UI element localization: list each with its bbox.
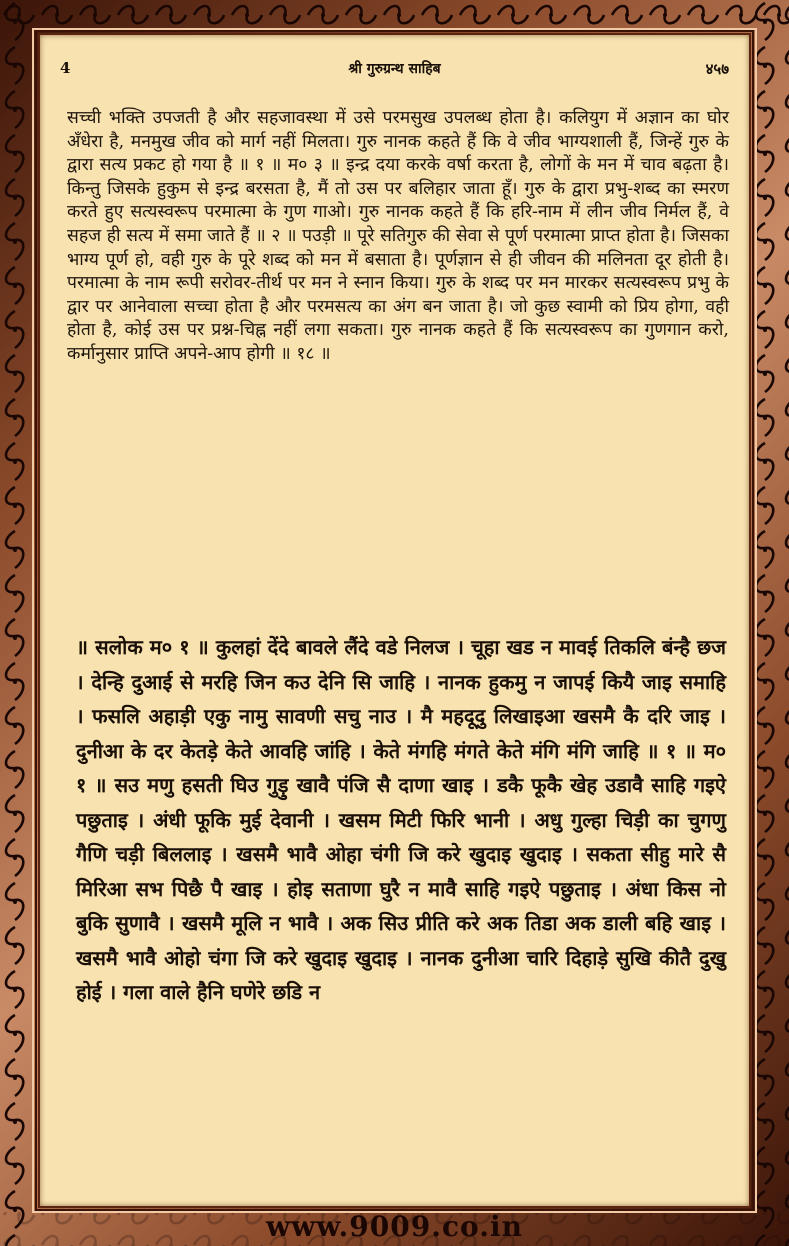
scripture-page (38, 33, 751, 1208)
verse-paragraph: ॥ सलोक म० १ ॥ कुलहां देंदे बावले लैंदे वडे निलज । चूहा खड न मावई तिकलि बंन्है छज । देन्हि दुआई से मरहि जिन कउ देनि सि जाहि । नानक हुकमु न जापई कियै जाइ समाहि । फसलि अहाड़ी एकु नामु सावणी सचु नाउ । मै महदूदु लिखाइआ खसमै कै दरि जाइ । दुनीआ के दर केतड़े केते आवहि जांहि । केते मंगहि मंगते केते मंगि मंगि जाहि ॥ १ ॥ म० १ ॥ सउ मणु हसती घिउ गुड़ु खावै पंजि सै दाणा खाइ । डकै फूकै खेह उडावै साहि गइऐ पछुताइ । अंधी फूकि मुई देवानी । खसम मिटी फिरि भानी । अधु गुल्हा चिड़ी का चुगणु गैणि चड़ी बिललाइ । खसमै भावै ओहा चंगी जि करे खुदाइ खुदाइ । सकता सीहु मारे सै मिरिआ सभ पिछै पै खाइ । होइ सताणा घुरै न मावै साहि गइऐ पछुताइ । अंधा किस नो बुकि सुणावै । खसमै मूलि न भावै । अक सिउ प्रीति करे अक तिडा अक डाली बहि खाइ । खसमै भावै ओहो चंगा जि करे खुदाइ खुदाइ । नानक दुनीआ चारि दिहाड़े सुखि कीतै दुखु होई । गला वाले हैनि घणेरे छडि न (76, 635, 726, 1004)
page-header (60, 59, 729, 85)
gurmukhi-verse (76, 630, 726, 1010)
page-marker: 4 (60, 59, 71, 77)
page-number: ४५७ (705, 60, 729, 78)
hindi-translation (67, 107, 729, 367)
page-title: श्री गुरुग्रन्थ साहिब (348, 61, 441, 77)
translation-paragraph: सच्ची भक्ति उपजती है और सहजावस्था में उसे परमसुख उपलब्ध होता है। कलियुग में अज्ञान का घोर अँधेरा है, मनमुख जीव को मार्ग नहीं मिलता। गुरु नानक कहते हैं कि वे जीव भाग्यशाली हैं, जिन्हें गुरु के द्वारा सत्य प्रकट हो गया है ॥ १ ॥ म० ३ ॥ इन्द्र दया करके वर्षा करता है, लोगों के मन में चाव बढ़ता है। किन्तु जिसके हुकुम से इन्द्र बरसता है, मैं तो उस पर बलिहार जाता हूँ। गुरु के द्वारा प्रभु-शब्द का स्मरण करते हुए सत्यस्वरूप परमात्मा के गुण गाओ। गुरु नानक कहते हैं कि हरि-नाम में लीन जीव निर्मल हैं, वे सहज ही सत्य में समा जाते हैं ॥ २ ॥ पउड़ी ॥ पूरे सतिगुरु की सेवा से पूर्ण परमात्मा प्राप्त होता है। जिसका भाग्य पूर्ण हो, वही गुरु के पूरे शब्द को मन में बसाता है। पूर्णज्ञान से ही जीवन की मलिनता दूर होती है। परमात्मा के नाम रूपी सरोवर-तीर्थ पर मन ने स्नान किया। गुरु के शब्द पर मन मारकर सत्यस्वरूप प्रभु के द्वार पर आनेवाला सच्चा होता है और परमसत्य का अंग बन जाता है। जो कुछ स्वामी को प्रिय होगा, वही होता है, कोई उस पर प्रश्न-चिह्न नहीं लगा सकता। गुरु नानक कहते हैं कि सत्यस्वरूप का गुणगान करो, कर्मानुसार प्राप्ति अपने-आप होगी ॥ १८ ॥ (67, 108, 729, 364)
website-link[interactable]: www.9009.co.in (266, 1210, 523, 1243)
